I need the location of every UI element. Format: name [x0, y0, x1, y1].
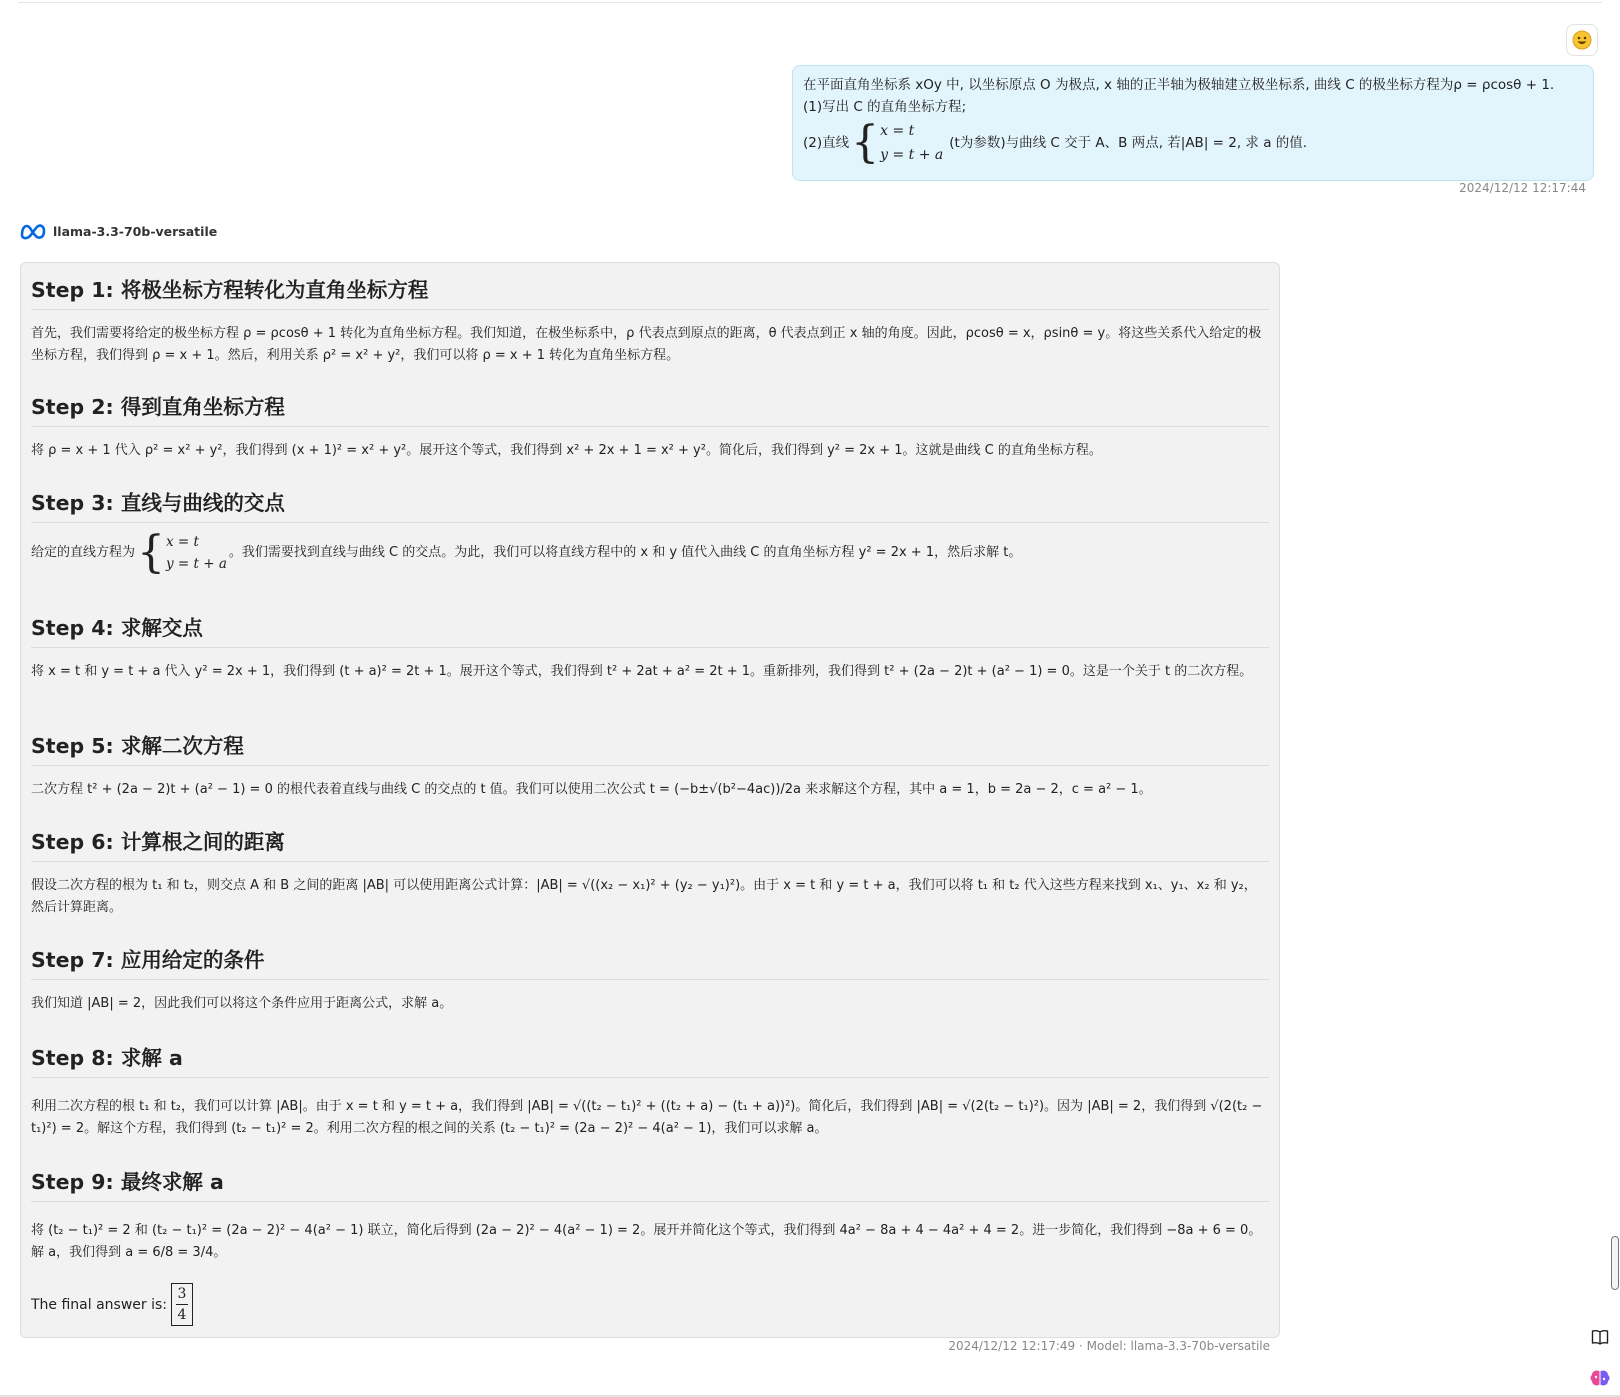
user-avatar [1566, 24, 1598, 56]
final-answer-label: The final answer is: [31, 1296, 168, 1313]
scrollbar-thumb[interactable] [1611, 1236, 1619, 1290]
reading-mode-button[interactable] [1586, 1323, 1614, 1351]
brain-icon [1589, 1369, 1611, 1389]
step-3-brace: { [137, 527, 166, 578]
step-5-body: 二次方程 t² + (2a − 2)t + (a² − 1) = 0 的根代表着直线与曲线 C 的交点的 t 值。我们可以使用二次公式 t = (−b±√(b²−4ac))/2a 来求解这个方程，其中 a = 1，b = 2a − 2，c = a² − 1。 [31, 782, 1152, 797]
final-answer [31, 1283, 193, 1326]
step-2-body: 将 ρ = x + 1 代入 ρ² = x² + y²，我们得到 (x + 1)² = x² + y²。展开这个等式，我们得到 x² + 2x + 1 = x² + y²。简化后，我们得到 y² = 2x + 1。这就是曲线 C 的直角坐标方程。 [31, 443, 1102, 458]
step-3-body [31, 527, 1269, 578]
final-answer-box [171, 1283, 193, 1326]
step-4-body: 将 x = t 和 y = t + a 代入 y² = 2x + 1，我们得到 (t + a)² = 2t + 1。展开这个等式，我们得到 t² + 2at + a² = 2t + 1。重新排列，我们得到 t² + (2a − 2)t + (a² − 1) = 0。这是一个关于 t 的二次方程。 [31, 664, 1253, 679]
smiley-face-icon [1572, 30, 1592, 50]
line-equation-x: x = t [880, 123, 915, 139]
step-8-title: Step 8: 求解 a [31, 1041, 1269, 1078]
question-part-1: (1)写出 C 的直角坐标方程; [803, 99, 967, 115]
step-3-body-prefix: 给定的直线方程为 [31, 545, 136, 560]
ai-assistant-button[interactable] [1586, 1365, 1614, 1393]
line-equation-system [880, 119, 943, 167]
step-3-equation-y: y = t + a [166, 556, 227, 572]
answer-metadata: 2024/12/12 12:17:49 · Model: llama-3.3-70b-versatile [948, 1339, 1270, 1353]
step-8-body: 利用二次方程的根 t₁ 和 t₂，我们可以计算 |AB|。由于 x = t 和 y = t + a，我们得到 |AB| = √((t₂ − t₁)² + ((t₂ + a) − (t₁ + a))²)。简化后，我们得到 |AB| = √(2(t₂ − t₁)²)。因为 |AB| = 2，我们得到 √(2(t₂ − t₁)²) = 2。解这个方程，我们得到 (t₂ − t₁)² = 2。利用二次方程的根之间的关系 (t₂ − t₁)² = (2a − 2)² − 4(a² − 1)，我们可以求解 a。 [31, 1099, 1263, 1136]
model-name: llama-3.3-70b-versatile [53, 223, 218, 239]
question-part-2 [803, 119, 1583, 167]
step-2-title: Step 2: 得到直角坐标方程 [31, 390, 1269, 427]
fraction-bar [176, 1304, 188, 1305]
system-brace: { [851, 117, 880, 168]
step-9-body: 将 (t₂ − t₁)² = 2 和 (t₂ − t₁)² = (2a − 2)² − 4(a² − 1) 联立，简化后得到 (2a − 2)² − 4(a² − 1) = 2。展开并简化这个等式，我们得到 4a² − 8a + 4 − 4a² + 4 = 2。进一步简化，我们得到 −8a + 6 = 0。解 a，我们得到 a = 6/8 = 3/4。 [31, 1223, 1262, 1260]
step-1-body: 首先，我们需要将给定的极坐标方程 ρ = ρcosθ + 1 转化为直角坐标方程。我们知道，在极坐标系中，ρ 代表点到原点的距离，θ 代表点到正 x 轴的角度。因此，ρcosθ = x，ρsinθ = y。将这些关系代入给定的极坐标方程，我们得到 ρ = x + 1。然后，利用关系 ρ² = x² + y²，我们可以将 ρ = x + 1 转化为直角坐标方程。 [31, 326, 1262, 363]
step-6-title: Step 6: 计算根之间的距离 [31, 825, 1269, 862]
top-divider [18, 2, 1602, 3]
model-header [19, 222, 217, 240]
step-1-title: Step 1: 将极坐标方程转化为直角坐标方程 [31, 273, 1269, 310]
step-5-title: Step 5: 求解二次方程 [31, 729, 1269, 766]
meta-logo-icon [19, 222, 47, 240]
question-part-2-prefix: (2)直线 [803, 135, 850, 151]
user-message-timestamp: 2024/12/12 12:17:44 [1459, 181, 1586, 195]
line-equation-y: y = t + a [880, 147, 944, 163]
question-intro: 在平面直角坐标系 xOy 中, 以坐标原点 O 为极点, x 轴的正半轴为极轴建立极坐标系, 曲线 C 的极坐标方程为ρ = ρcosθ + 1. [803, 77, 1555, 93]
question-part-2-suffix: (t为参数)与曲线 C 交于 A、B 两点, 若|AB| = 2, 求 a 的值. [949, 135, 1308, 151]
step-4-title: Step 4: 求解交点 [31, 611, 1269, 648]
step-3-body-suffix: 。我们需要找到直线与曲线 C 的交点。为此，我们可以将直线方程中的 x 和 y 值代入曲线 C 的直角坐标方程 y² = 2x + 1，然后求解 t。 [228, 545, 1022, 560]
final-answer-numerator: 3 [177, 1286, 187, 1302]
assistant-answer-card [20, 262, 1280, 1338]
step-9-title: Step 9: 最终求解 a [31, 1165, 1269, 1202]
step-7-body: 我们知道 |AB| = 2，因此我们可以将这个条件应用于距离公式，求解 a。 [31, 996, 453, 1011]
step-3-title: Step 3: 直线与曲线的交点 [31, 486, 1269, 523]
user-message-bubble [792, 65, 1594, 181]
step-7-title: Step 7: 应用给定的条件 [31, 943, 1269, 980]
step-3-equation-system [166, 531, 227, 575]
book-icon [1591, 1329, 1609, 1345]
step-6-body: 假设二次方程的根为 t₁ 和 t₂，则交点 A 和 B 之间的距离 |AB| 可以使用距离公式计算：|AB| = √((x₂ − x₁)² + (y₂ − y₁)²)。由于 x = t 和 y = t + a，我们可以将 t₁ 和 t₂ 代入这些方程来找到 x₁、y₁、x₂ 和 y₂，然后计算距离。 [31, 878, 1257, 915]
step-3-equation-x: x = t [166, 534, 199, 550]
final-answer-denominator: 4 [177, 1307, 187, 1323]
